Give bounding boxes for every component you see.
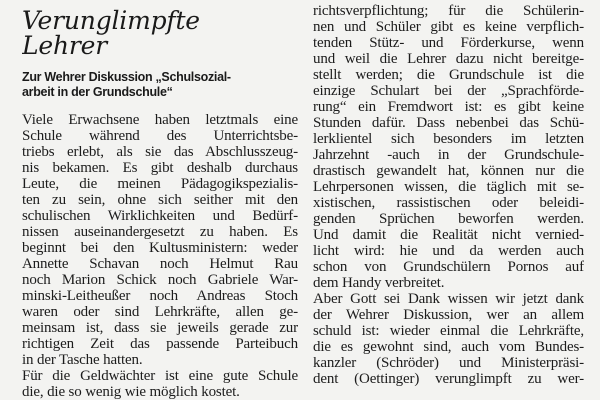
text-line: Annette Schavan noch Helmut Rau xyxy=(22,256,298,272)
text-line: Und damit die Realität nicht vernied- xyxy=(313,227,584,243)
text-line: drastisch gewandelt hat, können nur die xyxy=(313,163,584,179)
text-line: kanzler (Schröder) und Ministerpräsi- xyxy=(313,355,584,371)
text-line: nis bekamen. Es gibt deshalb durchaus xyxy=(22,160,298,176)
text-line: die, die so wenig wie möglich kostet. xyxy=(22,384,240,400)
headline-line: Lehrer xyxy=(22,31,107,60)
text-line: Jahrzehnt -auch in der Grundschule- xyxy=(313,147,584,163)
right-body-text xyxy=(313,0,584,387)
text-line: richtsverpflichtung; für die Schülerin- xyxy=(313,3,584,19)
subheadline-line: arbeit in der Grundschule“ xyxy=(22,85,173,99)
text-line: schuld ist: wieder einmal die Lehrkräfte, xyxy=(313,323,584,339)
text-line: waren oder sind Lehrkräfte, allen ge- xyxy=(22,304,298,320)
text-line: dem Handy verbreitet. xyxy=(313,275,445,291)
text-line: schulischen Wirklichkeiten und Bedürf- xyxy=(22,208,298,224)
text-line: Schule während des Unterrichtsbe- xyxy=(22,128,298,144)
text-line: ten zu sein, ohne sich seither mit den xyxy=(22,192,298,208)
subheadline-line: Zur Wehrer Diskussion „Schulsozial- xyxy=(22,70,231,84)
text-line: Stunden dafür. Dass nebenbei das Schü- xyxy=(313,115,584,131)
text-line: schon von Grundschülern Pornos auf xyxy=(313,259,584,275)
text-line: Für die Geldwächter ist eine gute Schule xyxy=(22,368,298,384)
headline-line: Verunglimpfte xyxy=(22,6,200,35)
text-line: lerklientel sich besonders im letzten xyxy=(313,131,584,147)
text-line: meinsam ist, dass sie jeweils gerade zur xyxy=(22,320,298,336)
text-line: in der Tasche hatten. xyxy=(22,352,143,368)
text-line: die es gewohnt sind, auch vom Bundes- xyxy=(313,339,584,355)
text-line: licht wird: hie und da werden auch xyxy=(313,243,584,259)
text-line: richtigen Zeit das passende Parteibuch xyxy=(22,336,298,352)
left-body-text xyxy=(22,112,298,400)
text-line: Viele Erwachsene haben letztmals eine xyxy=(22,112,298,128)
text-line: Leute, die meinen Pädagogikspezialis- xyxy=(22,176,298,192)
text-line: beginnt bei den Kultusministern: weder xyxy=(22,240,298,256)
text-line: xistischen, rassistischen oder beleidi- xyxy=(313,195,584,211)
text-line: Aber Gott sei Dank wissen wir jetzt dank xyxy=(313,291,584,307)
text-line: triebs erlebt, als sie das Abschlusszeug- xyxy=(22,144,298,160)
text-line: dent (Oettinger) verunglimpft zu wer- xyxy=(313,371,584,387)
text-line: nen und Schüler gibt es keine verpflich- xyxy=(313,19,584,35)
text-line: noch Marion Schick noch Gabriele War- xyxy=(22,272,298,288)
text-line: und weil die Lehrer dazu nicht bereitge- xyxy=(313,51,584,67)
right-column xyxy=(313,0,584,400)
text-line: der Wehrer Diskussion, wer an allem xyxy=(313,307,584,323)
text-line: Lehrpersonen wissen, die täglich mit se- xyxy=(313,179,584,195)
headline xyxy=(22,0,298,58)
text-line: rung“ ein Fremdwort ist: es gibt keine xyxy=(313,99,584,115)
text-line: stellt werden; die Grundschule ist die xyxy=(313,67,584,83)
left-column xyxy=(22,0,298,400)
text-line: nissen auseinandergesetzt zu haben. Es xyxy=(22,224,298,240)
text-line: tenden Stütz- und Förderkurse, wenn xyxy=(313,35,584,51)
text-line: genden Sprüchen beworfen werden. xyxy=(313,211,584,227)
text-line: einzige Schulart bei der „Sprachförde- xyxy=(313,83,584,99)
subheadline xyxy=(22,70,298,100)
text-line: minski-Leitheußer noch Andreas Stoch xyxy=(22,288,298,304)
